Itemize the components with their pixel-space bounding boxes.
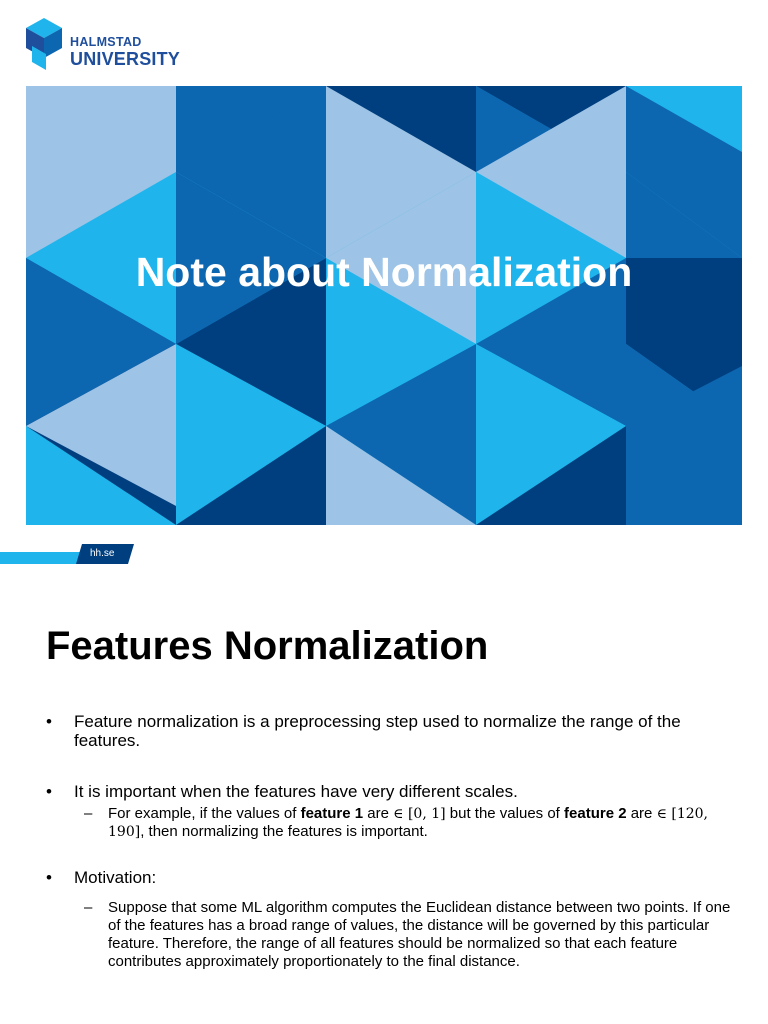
bullet-list	[46, 712, 736, 971]
dash-icon: –	[84, 805, 93, 822]
sub-text: Suppose that some ML algorithm computes the Euclidean distance between two points. If one of the features has a broad range of values, the distance will be governed by this particular feature. Therefore, the range of all features should be normalized so that each feature contributes approximately proportionately to the final distance.	[108, 899, 731, 970]
dash-icon: –	[84, 899, 93, 916]
bullet-dot-icon: •	[46, 782, 52, 801]
sub-bullet-item	[46, 899, 736, 971]
university-logo	[24, 18, 184, 74]
range-2: ∈ [120, 190]	[108, 806, 709, 840]
sub-text-part: are	[363, 805, 394, 822]
bullet-item	[46, 782, 736, 801]
bullet-item	[46, 712, 736, 750]
logo-line2: UNIVERSITY	[70, 48, 181, 69]
sub-text-part: , then normalizing the features is important.	[140, 823, 428, 840]
slide-title: Features Normalization	[46, 624, 489, 668]
logo-line1: HALMSTAD	[70, 35, 142, 49]
sub-text-part: but the values of	[445, 805, 565, 822]
bullet-text: It is important when the features have very different scales.	[74, 782, 518, 801]
feature-2-label: feature 2	[564, 805, 627, 822]
halmstad-cube-logo-icon	[24, 18, 64, 70]
site-url: hh.se	[90, 548, 115, 559]
bullet-dot-icon: •	[46, 868, 52, 887]
feature-1-label: feature 1	[300, 805, 364, 822]
sub-bullet-item	[46, 805, 736, 841]
sub-text-part: For example, if the values of	[108, 805, 301, 822]
bullet-text: Motivation:	[74, 868, 157, 887]
url-bar	[0, 544, 136, 566]
bullet-text: Feature normalization is a preprocessing step used to normalize the range of the features.	[74, 712, 681, 750]
banner-title: Note about Normalization	[135, 249, 633, 295]
bullet-dot-icon: •	[46, 712, 52, 731]
sub-text-part: are	[626, 805, 657, 822]
range-1: ∈ [0, 1]	[393, 806, 446, 822]
bullet-item	[46, 868, 736, 887]
triangle-pattern	[26, 86, 742, 525]
title-banner	[26, 86, 742, 525]
